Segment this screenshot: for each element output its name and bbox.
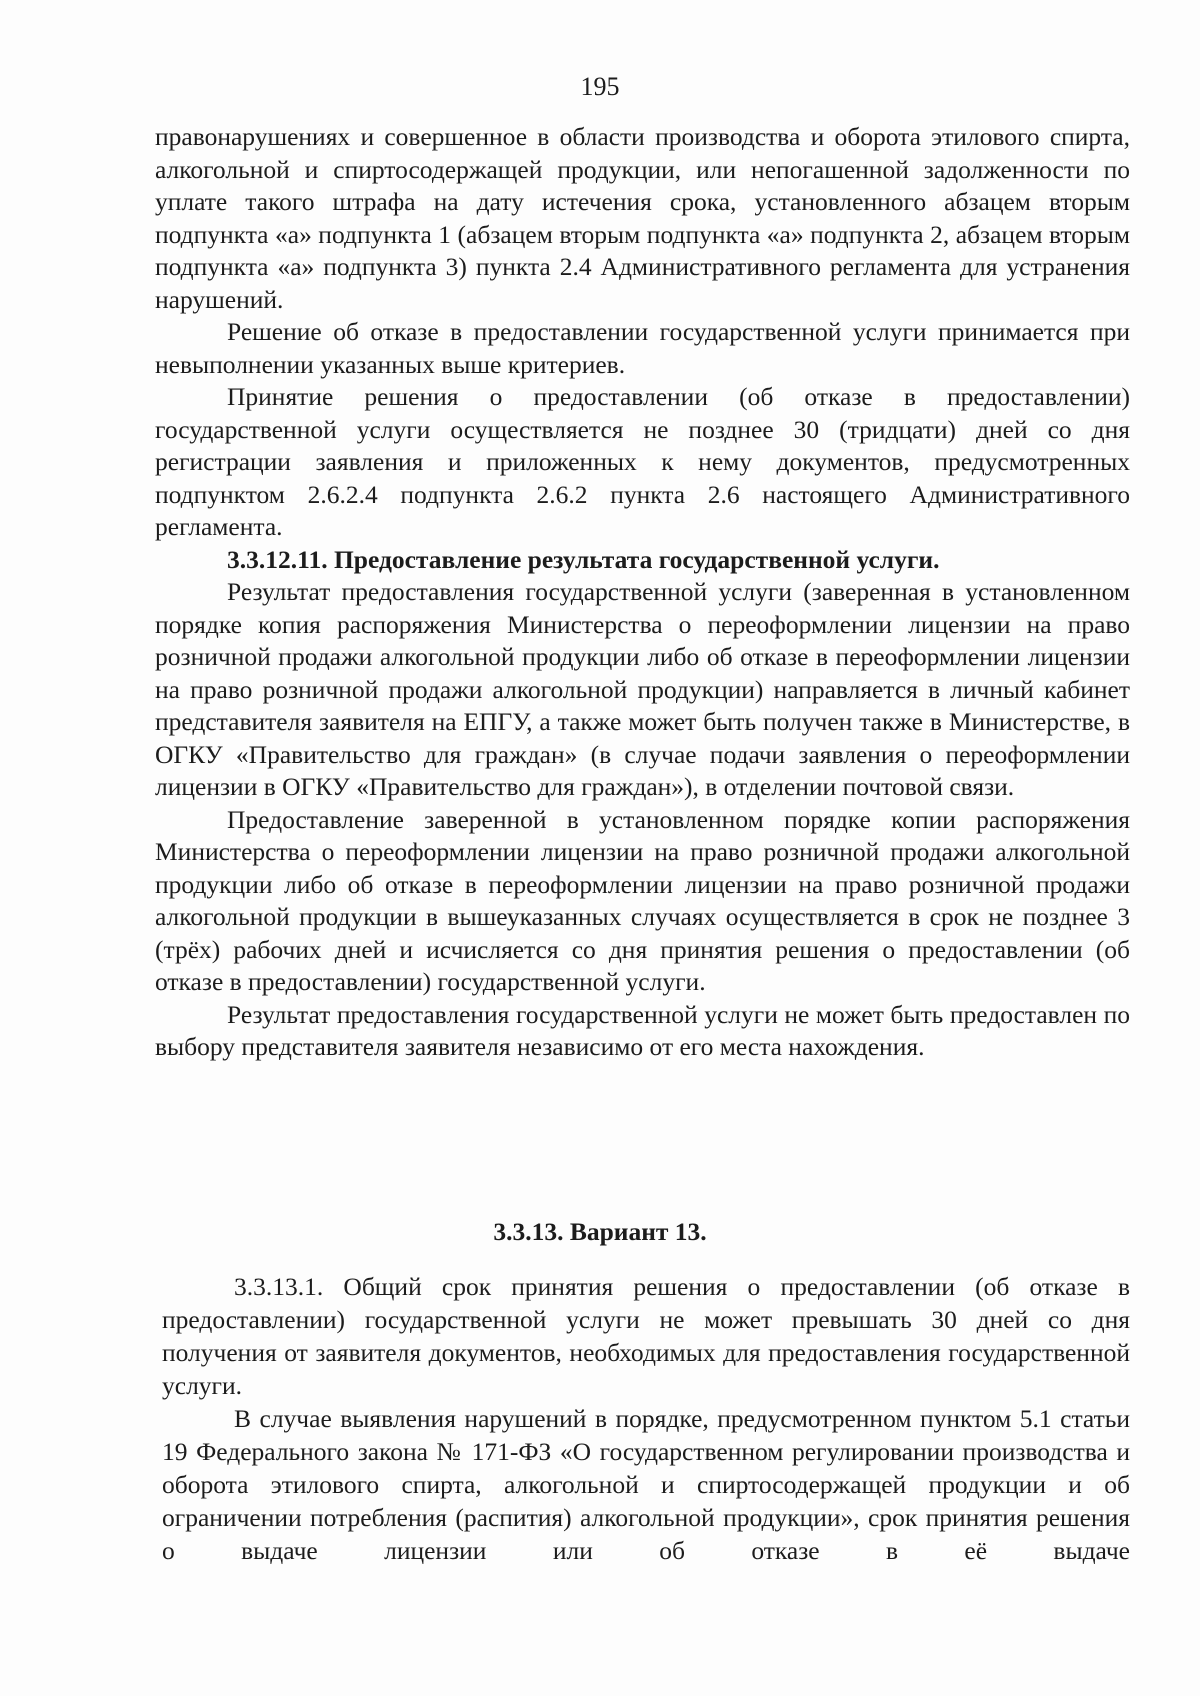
section-title: 3.3.13. Вариант 13. [493,1217,707,1246]
paragraph-decision-term: Принятие решения о предоставлении (об отказе в предоставлении) государственной услуги осуществляется не позднее 30 (тридцати) дней со дня регистрации заявления и приложенных к нему документов, предусмотренных подпунктом 2.6.2.4 подпункта 2.6.2 пункта 2.6 настоящего Административного регламента. [155,382,1130,541]
paragraph-result-timing: Предоставление заверенной в установленном порядке копии распоряжения Министерства о переоформлении лицензии на право розничной продажи алкогольной продукции либо об отказе в переоформлении лицензии на право розничной продажи алкогольной продукции в вышеуказанных случаях осуществляется в срок не позднее 3 (трёх) рабочих дней и исчисляется со дня принятия решения о предоставлении (об отказе в предоставлении) государственной услуги. [155,804,1130,996]
paragraph-violations: В случае выявления нарушений в порядке, предусмотренном пунктом 5.1 статьи 19 Федерального закона № 171-ФЗ «О государственном регулировании производства и оборота этилового спирта, алкогольной и спиртосодержащей продукции и об ограничении потребления (распития) алкогольной продукции», срок принятия решения о выдаче лицензии или об отказе в её выдаче [162,1404,1130,1565]
paragraph-continuation: правонарушениях и совершенное в области производства и оборота этилового спирта, алкогольной и спиртосодержащей продукции, или непогашенной задолженности по уплате такого штрафа на дату истечения срока, установленного абзацем вторым подпункта «а» подпункта 1 (абзацем вторым подпункта «а» подпункта 2, абзацем вторым подпункта «а» подпункта 3) пункта 2.4 Административного регламента для устранения нарушений. [155,122,1130,314]
subsection-heading: 3.3.12.11. Предоставление результата государственной услуги. [227,544,940,574]
body-text-upper [155,121,1130,1064]
paragraph-result-location: Результат предоставления государственной услуги не может быть предоставлен по выбору представителя заявителя независимо от его места нахождения. [155,999,1130,1061]
paragraph-result-delivery: Результат предоставления государственной услуги (заверенная в установленном порядке копия распоряжения Министерства о переоформлении лицензии на право розничной продажи алкогольной продукции либо об отказе в переоформлении лицензии на право розничной продажи алкогольной продукции) направляется в личный кабинет представителя заявителя на ЕПГУ, а также может быть получен также в Министерстве, в ОГКУ «Правительство для граждан» (в случае подачи заявления о переоформлении лицензии в ОГКУ «Правительство для граждан»), в отделении почтовой связи. [155,577,1130,801]
paragraph-general-term: 3.3.13.1. Общий срок принятия решения о предоставлении (об отказе в предоставлении) государственной услуги не может превышать 30 дней со дня получения от заявителя документов, необходимых для предоставления государственной услуги. [162,1272,1130,1400]
body-text-lower [162,1270,1130,1567]
page-number: 195 [580,72,620,101]
paragraph-refusal: Решение об отказе в предоставлении государственной услуги принимается при невыполнении указанных выше критериев. [155,317,1130,379]
